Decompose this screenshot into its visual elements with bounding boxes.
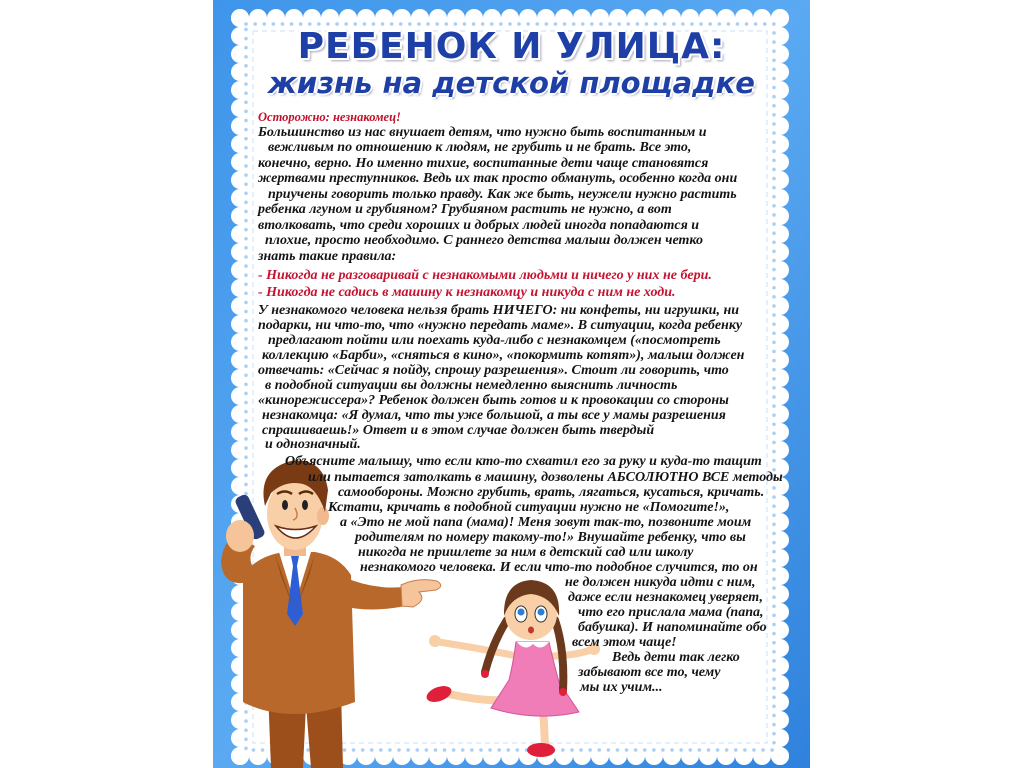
stranger-line: предлагают пойти или поехать куда-либо с незнакомцем («посмотреть	[268, 333, 721, 348]
girl-shoe-back	[424, 683, 453, 705]
girl-bow-left	[481, 670, 489, 678]
intro-line: Большинство из нас внушает детям, что нужно быть воспитанным и	[258, 125, 707, 140]
intro-line: плохие, просто необходимо. С раннего детства малыш должен четко	[265, 233, 703, 248]
defense-line: Кстати, кричать в подобной ситуации нужно не «Помогите!»,	[328, 500, 730, 515]
poster-subtitle: жизнь на детской площадке	[268, 66, 755, 100]
intro-line: жертвами преступников. Ведь их так просто обмануть, особенно когда они	[258, 171, 738, 186]
man-hand	[226, 520, 254, 552]
girl-pupil-right	[538, 609, 545, 616]
man-right-sleeve	[341, 576, 406, 610]
warning-heading: Осторожно: незнакомец!	[258, 110, 401, 124]
defense-line: что его прислала мама (папа,	[578, 605, 764, 620]
girl-mouth	[528, 627, 534, 634]
intro-line: конечно, верно. Но именно тихие, воспитанные дети чаще становятся	[258, 156, 709, 171]
intro-line: ребенка лгуном и грубияном? Грубияном растить не нужно, а вот	[258, 202, 672, 217]
girl-pigtail-left	[485, 620, 507, 672]
defense-line: бабушка). И напоминайте обо	[578, 620, 767, 635]
girl-left-arm	[439, 642, 517, 656]
stranger-line: подарки, ни что-то, что «нужно передать маме». В ситуации, когда ребенку	[258, 318, 743, 333]
girl-illustration	[424, 580, 600, 757]
stranger-line: и однозначный.	[265, 437, 361, 452]
stranger-line: незнакомца: «Я думал, что ты уже большой, а ты все у мамы разрешения	[262, 408, 726, 423]
girl-pupil-left	[518, 609, 525, 616]
rule-line: - Никогда не садись в машину к незнакомцу и никуда с ним не ходи.	[258, 285, 676, 300]
intro-line: втолковать, что среди хороших и добрых людей иногда попадаются и	[258, 218, 700, 233]
defense-line: даже если незнакомец уверяет,	[568, 590, 763, 605]
defense-line: незнакомого человека. И если что-то подобное случится, то он	[360, 560, 758, 575]
rule-line: - Никогда не разговаривай с незнакомыми людьми и ничего у них не бери.	[258, 268, 712, 283]
stranger-line: «кинорежиссера»? Ребенок должен быть готов и к провокации со стороны	[258, 393, 729, 408]
girl-left-hand	[429, 635, 441, 647]
stranger-line: отвечать: «Сейчас я пойду, спрошу разрешения». Стоит ли говорить, что	[258, 363, 729, 378]
defense-line: не должен никуда идти с ним,	[565, 575, 756, 590]
defense-line: самообороны. Можно грубить, врать, лягаться, кусаться, кричать.	[338, 485, 765, 500]
man-eye-right	[302, 500, 308, 510]
defense-line: или пытается затолкать в машину, дозволены АБСОЛЮТНО ВСЕ методы	[308, 470, 783, 485]
defense-line: родителям по номеру такому-то!» Внушайте ребенку, что вы	[355, 530, 746, 545]
girl-shoe-front	[527, 743, 555, 757]
intro-line: знать такие правила:	[258, 249, 397, 264]
stranger-line: спрашиваешь!» Ответ и в этом случае должен быть твердый	[262, 423, 655, 438]
defense-line: никогда не пришлете за ним в детский сад или школу	[358, 545, 694, 560]
poster	[213, 0, 810, 768]
defense-line: Объясните малышу, что если кто-то схватил его за руку и куда-то тащит	[285, 454, 762, 469]
girl-bow-right	[559, 688, 567, 696]
poster-title: РЕБЕНОК И УЛИЦА:	[297, 26, 726, 67]
stranger-line: в подобной ситуации вы должны немедленно выяснить личность	[265, 378, 678, 393]
stranger-line: коллекцию «Барби», «сняться в кино», «покормить котят»), малыш должен	[262, 348, 745, 363]
man-eye-left	[282, 500, 288, 510]
defense-line: забывают все то, чему	[578, 665, 721, 680]
defense-line: мы их учим...	[580, 680, 663, 695]
intro-line: вежливым по отношению к людям, не грубить и не брать. Все это,	[268, 140, 692, 155]
defense-line: всем этом чаще!	[572, 635, 677, 650]
defense-line: Ведь дети так легко	[612, 650, 740, 665]
man-pointing-hand	[401, 580, 441, 607]
stranger-line: У незнакомого человека нельзя брать НИЧЕГО: ни конфеты, ни игрушки, ни	[258, 303, 740, 318]
defense-line: а «Это не мой папа (мама)! Меня зовут так-то, позвоните моим	[340, 515, 752, 530]
intro-line: приучены говорить только правду. Как же быть, неужели нужно растить	[268, 187, 737, 202]
